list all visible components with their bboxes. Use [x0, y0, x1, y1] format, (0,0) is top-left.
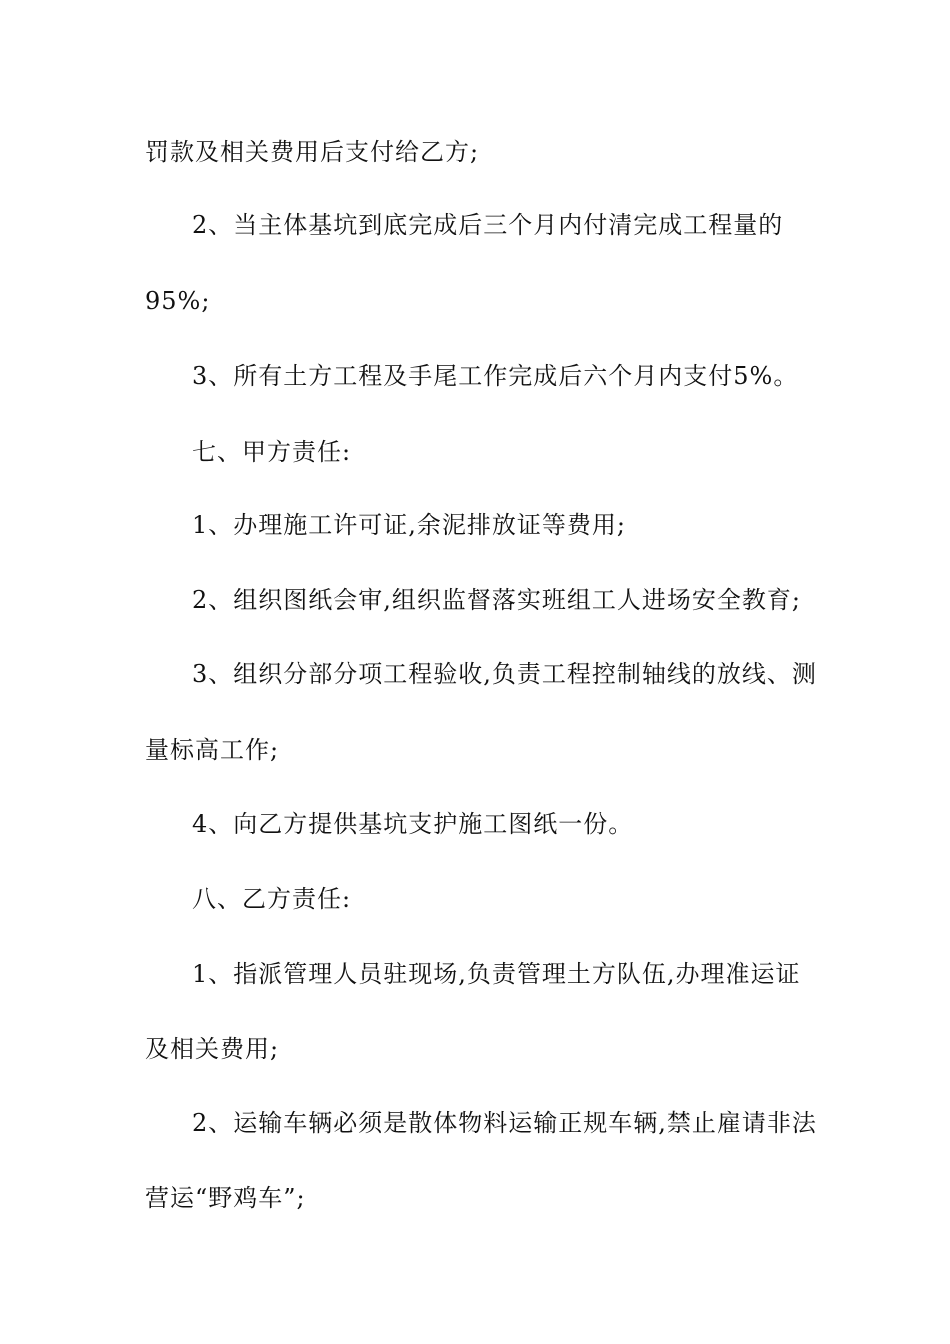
text-line-14: 2、运输车辆必须是散体物料运输正规车辆,禁止雇请非法 — [192, 1109, 817, 1137]
text-line-3: 95%; — [145, 287, 211, 315]
text-line-10: 4、向乙方提供基坑支护施工图纸一份。 — [192, 810, 634, 838]
section-heading-8: 八、乙方责任: — [192, 885, 352, 913]
text-line-12: 1、指派管理人员驻现场,负责管理土方队伍,办理准运证 — [192, 960, 801, 988]
text-line-15: 营运“野鸡车”; — [145, 1184, 306, 1212]
text-line-2: 2、当主体基坑到底完成后三个月内付清完成工程量的 — [192, 211, 784, 239]
section-heading-7: 七、甲方责任: — [192, 438, 352, 466]
text-line-8: 3、组织分部分项工程验收,负责工程控制轴线的放线、测 — [192, 660, 817, 688]
text-line-6: 1、办理施工许可证,余泥排放证等费用; — [192, 511, 626, 539]
text-line-7: 2、组织图纸会审,组织监督落实班组工人进场安全教育; — [192, 586, 801, 614]
text-line-9: 量标高工作; — [145, 736, 280, 764]
text-line-13: 及相关费用; — [145, 1035, 280, 1063]
text-line-1: 罚款及相关费用后支付给乙方; — [145, 138, 480, 166]
text-line-4: 3、所有土方工程及手尾工作完成后六个月内支付5%。 — [192, 362, 799, 390]
